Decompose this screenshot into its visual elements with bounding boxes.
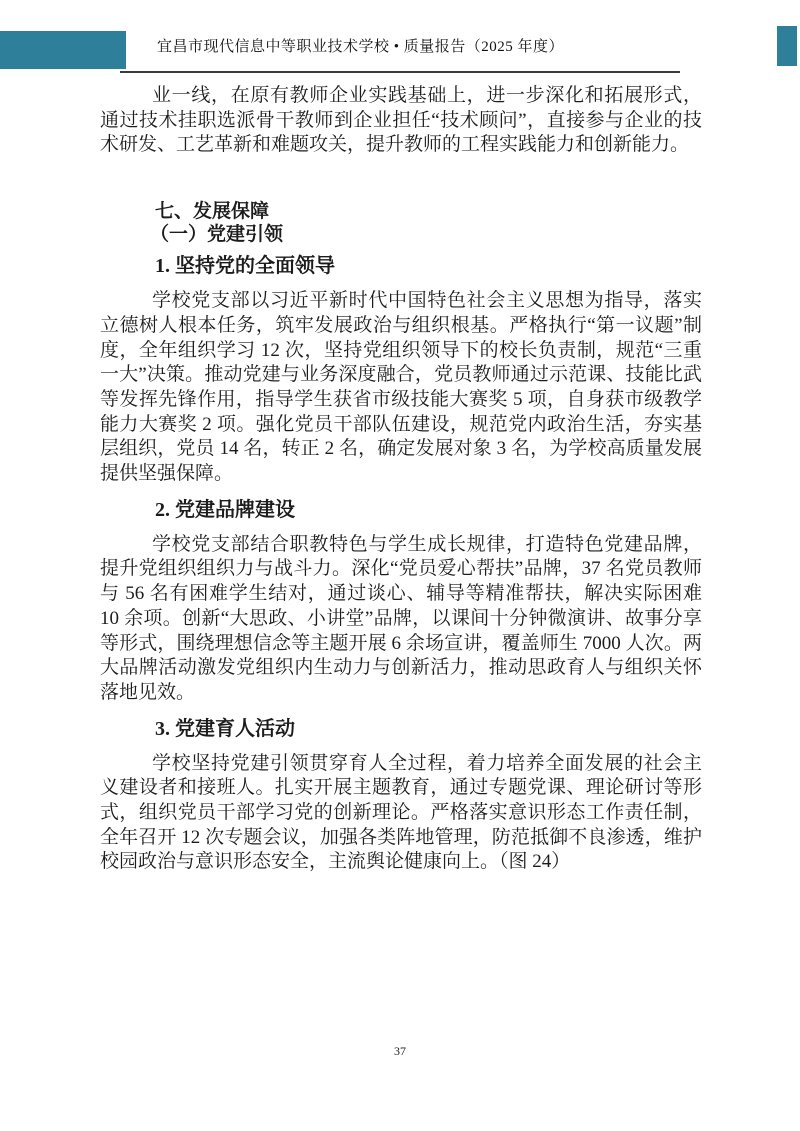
block-heading-1: 1. 坚持党的全面领导 — [155, 255, 335, 278]
header-divider — [120, 71, 680, 73]
document-body — [100, 84, 702, 875]
header-title: 宜昌市现代信息中等职业技术学校 • 质量报告（2025 年度） — [157, 39, 565, 55]
page-number: 37 — [394, 1044, 406, 1058]
section-heading: 七、发展保障 — [155, 201, 270, 223]
block-heading-2: 2. 党建品牌建设 — [155, 498, 295, 521]
subsection-heading: （一）党建引领 — [150, 224, 284, 246]
intro-paragraph: 业一线，在原有教师企业实践基础上，进一步深化和拓展形式，通过技术挂职选派骨干教师到企业担任“技术顾问”，直接参与企业的技术研发、工艺革新和难题攻关，提升教师的工程实践能力和创新能力。 — [100, 85, 702, 156]
header-accent-bar-left — [0, 31, 126, 69]
block-paragraph-2: 学校党支部结合职教特色与学生成长规律，打造特色党建品牌，提升党组织组织力与战斗力。深化“党员爱心帮扶”品牌，37 名党员教师与 56 名有困难学生结对，通过谈心、辅导等精准帮扶，解决实际困难 10 余项。创新“大思政、小讲堂”品牌，以课间十分钟微演讲、故事分享等形式，围绕理想信念等主题开展 6 余场宣讲，覆盖师生 7000 人次。两大品牌活动激发党组织内生动力与创新活力，推动思政育人与组织关怀落地见效。 — [100, 533, 702, 703]
block-paragraph-1: 学校党支部以习近平新时代中国特色社会主义思想为指导，落实立德树人根本任务，筑牢发展政治与组织根基。严格执行“第一议题”制度，全年组织学习 12 次，坚持党组织领导下的校长负责制，规范“三重一大”决策。推动党建与业务深度融合，党员教师通过示范课、技能比武等发挥先锋作用，指导学生获省市级技能大赛奖 5 项，自身获市级教学能力大赛奖 2 项。强化党员干部队伍建设，规范党内政治生活，夯实基层组织，党员 14 名，转正 2 名，确定发展对象 3 名，为学校高质量发展提供坚强保障。 — [100, 290, 702, 485]
block-paragraph-3: 学校坚持党建引领贯穿育人全过程，着力培养全面发展的社会主义建设者和接班人。扎实开展主题教育，通过专题党课、理论研讨等形式，组织党员干部学习党的创新理论。严格落实意识形态工作责任制，全年召开 12 次专题会议，加强各类阵地管理，防范抵御不良渗透，维护校园政治与意识形态安全，主流舆论健康向上。（图 24） — [100, 752, 702, 873]
block-heading-3: 3. 党建育人活动 — [155, 717, 295, 740]
header-accent-bar-right — [777, 26, 797, 66]
